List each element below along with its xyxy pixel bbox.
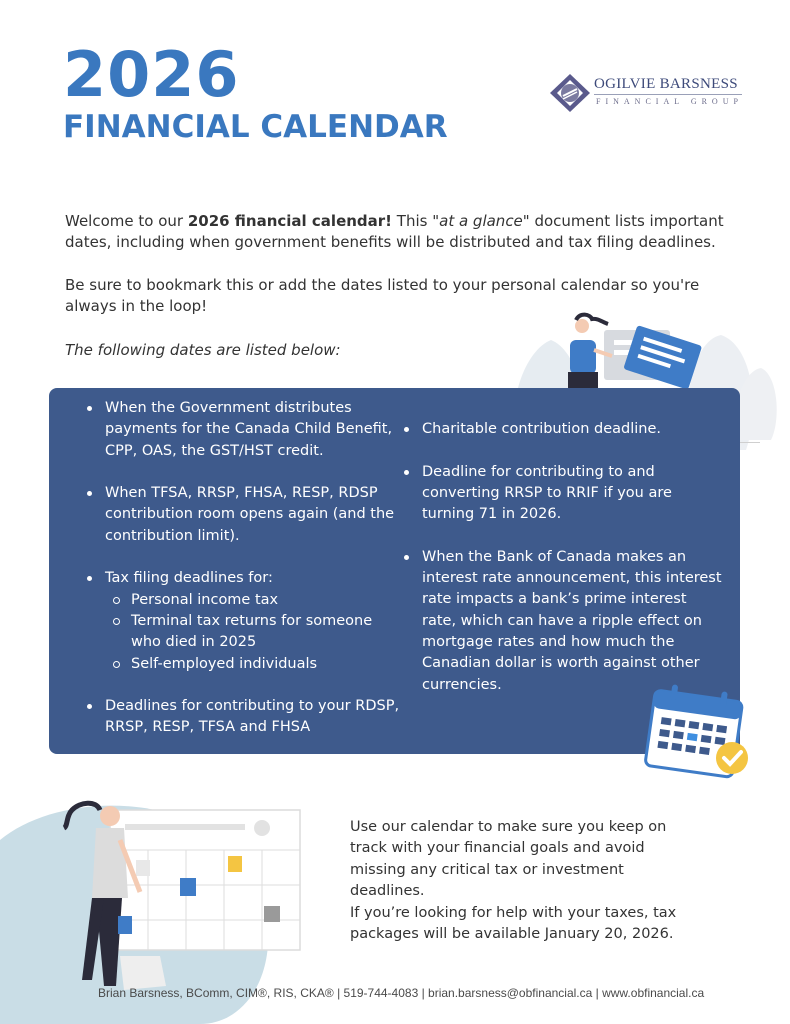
intro-paragraph-2: Be sure to bookmark this or add the dates listed to your personal calendar so you're always in the loop! <box>65 276 700 315</box>
page-title: FINANCIAL CALENDAR <box>63 109 448 145</box>
list-item: Charitable contribution deadline. <box>422 419 722 440</box>
intro-list-lead: The following dates are listed below: <box>65 341 341 359</box>
dates-list-left-column <box>105 398 405 760</box>
list-item: Deadlines for contributing to your RDSP, RRSP, RESP, TFSA and FHSA <box>105 696 405 739</box>
outro-paragraph-1: Use our calendar to make sure you keep on track with your financial goals and avoid missing any critical tax or investment deadlines. <box>350 819 667 899</box>
sublist-item: Personal income tax <box>105 590 405 611</box>
intro-paragraph-1: Welcome to our 2026 financial calendar! This "at a glance" document lists important dates, including when government benefits will be distributed and tax filing deadlines. <box>65 212 724 251</box>
logo-subtitle: FINANCIAL GROUP <box>596 97 743 106</box>
sublist-item: Self-employed individuals <box>105 654 405 675</box>
list-item: When the Bank of Canada makes an interest rate announcement, this interest rate impacts a bank’s prime interest rate, which can have a ripple effect on mortgage rates and how much the Canadian dollar is worth against other currencies. <box>422 547 722 696</box>
dates-list-panel <box>49 388 740 754</box>
sublist-item: Terminal tax returns for someone who died in 2025 <box>105 611 405 654</box>
outro-paragraph-2: If you’re looking for help with your taxes, tax packages will be available January 20, 2026. <box>350 905 677 943</box>
dates-list-right-column <box>422 419 722 717</box>
calendar-check-icon <box>640 682 752 782</box>
tax-deadline-sublist <box>105 590 405 675</box>
logo-divider <box>594 94 742 95</box>
list-item: When the Government distributes payments for the Canada Child Benefit, CPP, OAS, the GST/HST credit. <box>105 398 405 462</box>
page-title-year: 2026 <box>63 38 240 111</box>
list-item: When TFSA, RRSP, FHSA, RESP, RDSP contribution room opens again (and the contribution limit). <box>105 483 405 547</box>
list-item: Deadline for contributing to and converting RRSP to RRIF if you are turning 71 in 2026. <box>422 462 722 526</box>
logo-mark-icon <box>548 72 592 114</box>
logo-name: OGILVIE BARSNESS <box>594 76 738 92</box>
company-logo <box>548 70 748 116</box>
list-item: Tax filing deadlines for: Personal income tax Terminal tax returns for someone who died in 2025 Self-employed individuals <box>105 568 405 674</box>
contact-footer: Brian Barsness, BComm, CIM®, RIS, CKA® | 519-744-4083 | brian.barsness@obfinancial.ca | www.obfinancial.ca <box>98 986 705 1000</box>
